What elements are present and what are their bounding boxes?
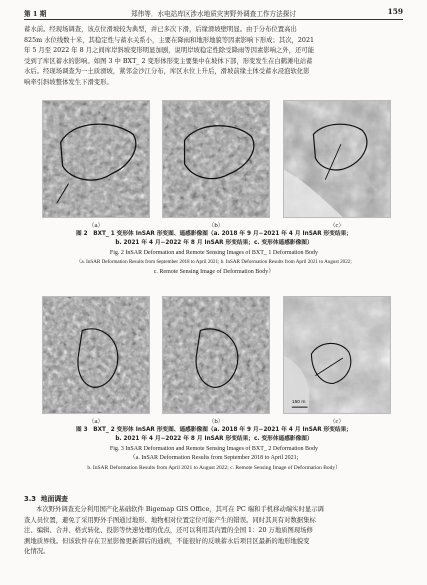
figure3-panel-c-label: （c） bbox=[329, 419, 345, 425]
insar-deformation-map-a bbox=[43, 101, 149, 217]
caption-zh-line: b. 2021 年 4 月−2022 年 8 月 InSAR 形变结果；c. 变形体遥感影像图） bbox=[115, 436, 313, 443]
page-number: 159 bbox=[387, 7, 403, 16]
figure3-panel-a-label: （a） bbox=[88, 419, 104, 425]
caption-en-line: b. InSAR Deformation Results from April 2021 to August 2022; c. Remote Sensing Image of Deformation Body） bbox=[87, 464, 341, 471]
insar-deformation-map-b bbox=[163, 101, 269, 217]
figure3-panel-a-insar-map bbox=[42, 296, 150, 414]
caption-zh-line: 图 2 BXT_ 1 变形体 InSAR 形变图、遥感影像图（a. 2018 年 9 月−2021 年 4 月 InSAR 形变结果； bbox=[75, 231, 352, 237]
running-header bbox=[24, 6, 403, 20]
issue-number: 第 1 期 bbox=[24, 10, 47, 18]
text-line: 查人员位置，避免了采用野外手图通过地形、地物相对位置定位可能产生的错误。同时其具有对数据集标 bbox=[24, 516, 316, 524]
figure2-caption bbox=[24, 230, 404, 277]
scale-bar-label: 150 m bbox=[291, 400, 306, 406]
insar-deformation-map-b bbox=[163, 297, 269, 413]
remote-sensing-image-c bbox=[284, 101, 390, 217]
figure2-panel-c-remote-sensing-image bbox=[283, 100, 391, 218]
figure2-panel-b-label: （b） bbox=[208, 223, 224, 229]
text-line: 受到了库区蓄水的影响。如图 3 中 BXT_ 2 变形体形变主要集中在坡体下部，形变发生在白鹤滩电站蓄 bbox=[24, 57, 313, 65]
caption-en-line: （a. InSAR Deformation Results from September 2018 to April 2021; b. InSAR Deformation Results from April 2021 to August 2022; bbox=[76, 259, 352, 266]
figure3-panel-b-insar-map bbox=[162, 296, 270, 414]
text-line: 测地质界线。但该软件存在卫星影像更新滞后的通病，不能很好的反映蓄水后项目区最新的地形地貌变 bbox=[24, 537, 310, 545]
insar-deformation-map-a bbox=[43, 297, 149, 413]
figure2-panel-c-label: （c） bbox=[329, 223, 345, 229]
section-number: 3.3 bbox=[24, 495, 37, 503]
figure2-panel-a-label: （a） bbox=[88, 223, 104, 229]
caption-zh-line: 图 3 BXT_ 2 变形体 InSAR 形变图、遥感影像图（a. 2018 年 9 月−2021 年 4 月 InSAR 形变结果； bbox=[75, 427, 352, 433]
running-title: 郑伟等．水电站库区涉水地质灾害野外调查工作方法探讨 bbox=[131, 10, 296, 18]
figure3-panel-c-remote-sensing-image bbox=[283, 296, 391, 414]
remote-sensing-image-c bbox=[284, 297, 390, 413]
text-line: 825m 水位线数十米，其稳定性与蓄水关系小，主要在降雨和地形地貌等因素影响下形成；其次，2021 bbox=[24, 36, 315, 44]
section-heading bbox=[24, 493, 68, 503]
caption-en-line: （a. InSAR Deformation Results from September 2018 to April 2021; bbox=[129, 455, 299, 462]
text-line: 化情况。 bbox=[24, 548, 50, 555]
caption-zh-line: b. 2021 年 4 月−2022 年 8 月 InSAR 形变结果；c. 变形体遥感影像图） bbox=[115, 240, 313, 247]
body-paragraph-top bbox=[24, 25, 404, 88]
caption-en-line: Fig. 2 InSAR Deformation and Remote Sensing Images of BXT_ 1 Deformation Body bbox=[109, 249, 319, 256]
text-line: 水后。经现场调查为一土质滑坡，紧邻金沙江分布，库区水位上升后，滑坡前缘土体受蓄水浸泡软化影 bbox=[24, 68, 310, 75]
section-title: 地面调查 bbox=[40, 495, 68, 503]
body-paragraph-bottom bbox=[24, 505, 404, 558]
text-line: 响牵引斜坡整体发生下滑变形。 bbox=[24, 78, 113, 86]
caption-en-line: c. Remote Sensing Image of Deformation Body） bbox=[153, 268, 275, 275]
text-line: 本次野外调查充分利用国产化基础软件 Bigemap GIS Office，其可在 PC 端和手机移动端实时显示调 bbox=[36, 506, 324, 513]
caption-en-line: Fig. 3 InSAR Deformation and Remote Sensing Images of BXT_ 2 Deformation Body bbox=[109, 445, 319, 452]
text-line: 年 5 月至 2022 年 8 月之间库岸斜坡变形明显加剧，说明岸坡稳定性除受降雨等因素影响之外，还可能 bbox=[24, 47, 315, 54]
figure2-panel-a-insar-map bbox=[42, 100, 150, 218]
text-line: 注、编辑、合并、格式转化、投影等快速处理的优点，还可以利用其内置的全国 1：20 万地质图现场修 bbox=[24, 527, 313, 534]
figure2-panel-b-insar-map bbox=[162, 100, 270, 218]
text-line: 蓄水前。经现场调查，该点位滑坡较为典型，并已多次下滑，后缘滑坡壁明显。由于分布位置高出 bbox=[24, 26, 297, 33]
figure3-caption bbox=[24, 426, 404, 473]
figure3-panel-b-label: （b） bbox=[208, 419, 224, 425]
